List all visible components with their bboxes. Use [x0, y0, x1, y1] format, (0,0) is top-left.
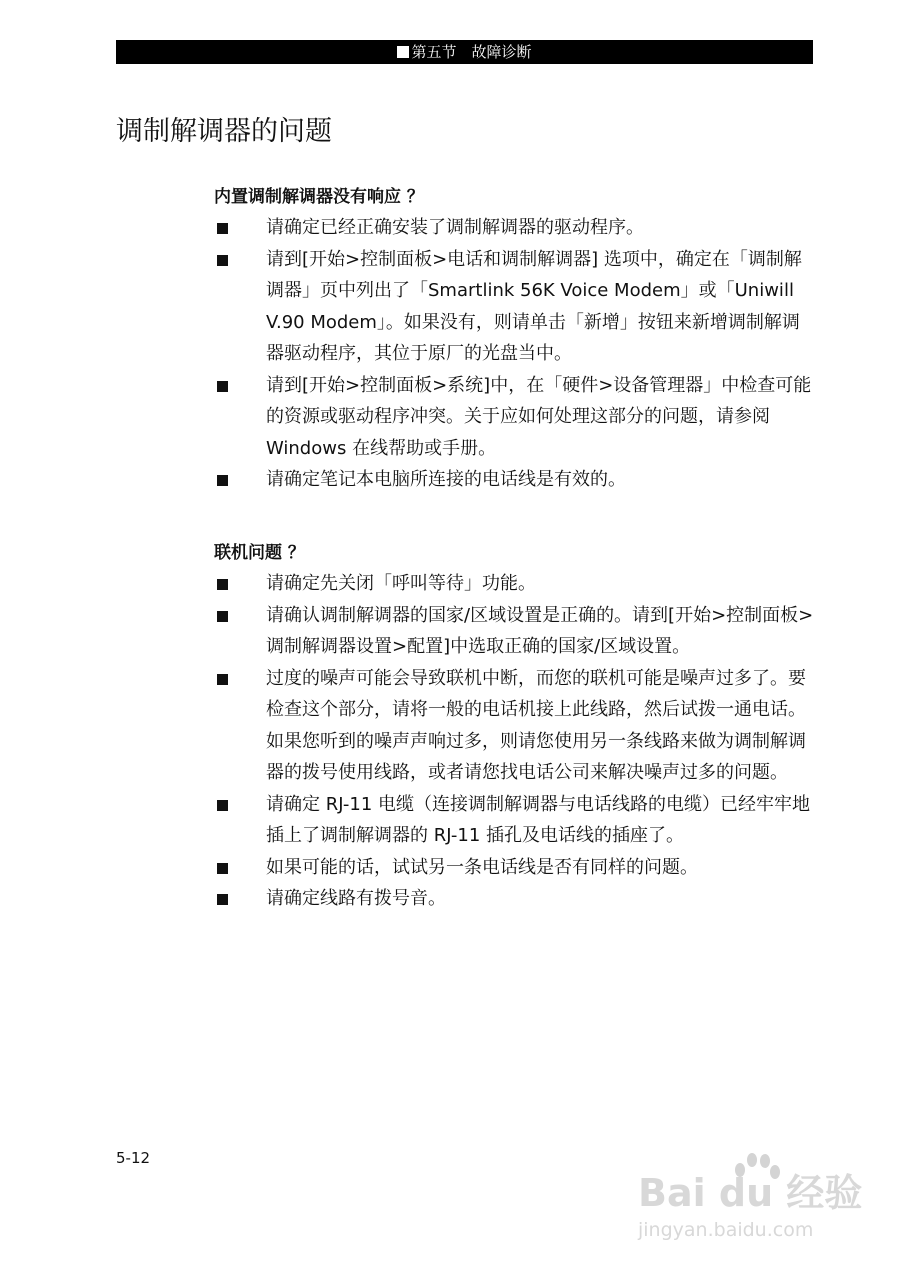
page-title: 调制解调器的问题	[116, 116, 332, 147]
list-item: 请到[开始>控制面板>系统]中，在「硬件>设备管理器」中检查可能的资源或驱动程序冲突。关于应如何处理这部分的问题，请参阅 Windows 在线帮助或手册。	[214, 370, 814, 465]
section-internal-modem	[214, 182, 814, 496]
square-bullet-icon	[217, 579, 228, 590]
section-connection-problems	[214, 538, 814, 915]
list-item: 过度的噪声可能会导致联机中断，而您的联机可能是噪声过多了。要检查这个部分，请将一般的电话机接上此线路，然后试拨一通电话。如果您听到的噪声声响过多，则请您使用另一条线路来做为调制解调器的拨号使用线路，或者请您找电话公司来解决噪声过多的问题。	[214, 663, 814, 789]
square-bullet-icon	[217, 475, 228, 486]
bullet-list	[214, 568, 814, 915]
square-bullet-icon	[217, 223, 228, 234]
list-item: 请确认调制解调器的国家/区域设置是正确的。请到[开始>控制面板>调制解调器设置>配置]中选取正确的国家/区域设置。	[214, 600, 814, 663]
list-item: 如果可能的话，试试另一条电话线是否有同样的问题。	[214, 852, 814, 884]
square-bullet-icon	[217, 611, 228, 622]
square-bullet-icon	[217, 381, 228, 392]
watermark-logo: Bai du 经验	[638, 1171, 863, 1215]
baidu-jingyan-watermark	[634, 1148, 864, 1243]
square-bullet-icon	[217, 863, 228, 874]
square-bullet-icon	[217, 800, 228, 811]
chapter-header-bar	[116, 40, 813, 64]
square-bullet-icon	[217, 674, 228, 685]
list-item: 请确定已经正确安装了调制解调器的驱动程序。	[214, 212, 814, 244]
square-bullet-icon	[217, 255, 228, 266]
bullet-list	[214, 212, 814, 496]
list-item: 请确定 RJ-11 电缆（连接调制解调器与电话线路的电缆）已经牢牢地插上了调制解调器的 RJ-11 插孔及电话线的插座了。	[214, 789, 814, 852]
section-heading: 联机问题 ？	[214, 543, 305, 563]
list-item: 请确定线路有拨号音。	[214, 883, 814, 915]
list-item: 请确定笔记本电脑所连接的电话线是有效的。	[214, 464, 814, 496]
square-bullet-icon	[217, 894, 228, 905]
square-bullet-icon	[397, 46, 409, 58]
chapter-header-title: 第五节 故障诊断	[411, 43, 532, 61]
section-heading: 内置调制解调器没有响应 ？	[214, 187, 424, 207]
list-item: 请到[开始>控制面板>电话和调制解调器] 选项中，确定在「调制解调器」页中列出了「Smartlink 56K Voice Modem」或「Uniwill V.90 Modem」。如果没有，则请单击「新增」按钮来新增调制解调器驱动程序，其位于原厂的光盘当中。	[214, 244, 814, 370]
watermark-url: jingyan.baidu.com	[638, 1219, 814, 1241]
list-item: 请确定先关闭「呼叫等待」功能。	[214, 568, 814, 600]
page-number: 5-12	[116, 1149, 151, 1167]
